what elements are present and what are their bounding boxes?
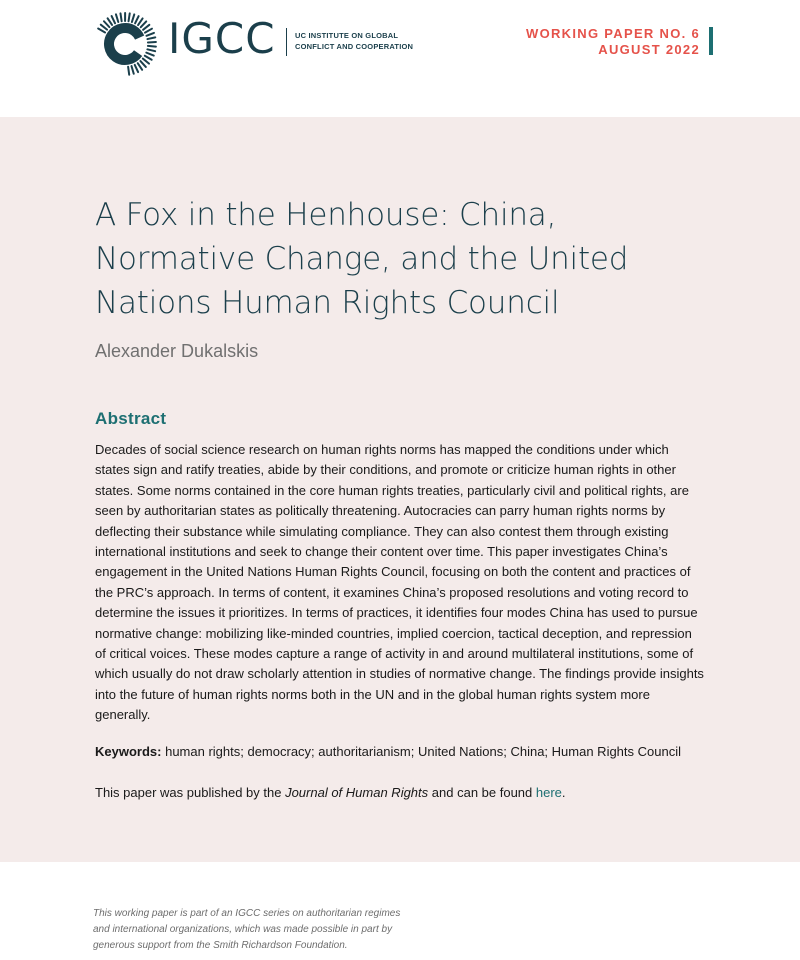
funding-note-line: and international organizations, which was made possible in part by	[93, 924, 393, 935]
logo-ray	[146, 53, 153, 56]
publication-note	[95, 785, 566, 800]
keywords-label: Keywords:	[95, 744, 162, 759]
paper-link[interactable]: here	[535, 785, 562, 800]
logo-ray	[101, 25, 107, 30]
publication-middle: and can be found	[431, 785, 533, 800]
logo-ray	[138, 18, 143, 25]
logo-ray	[131, 66, 133, 74]
title-panel	[0, 117, 800, 862]
logo-ray	[135, 16, 139, 23]
author-name: Alexander Dukalskis	[95, 341, 259, 361]
logo-ray	[147, 49, 155, 51]
funding-note-line: This working paper is part of an IGCC series on authoritarian regimes	[93, 908, 401, 919]
logo-ray	[104, 21, 109, 27]
abstract-heading: Abstract	[95, 409, 167, 428]
funding-note-line: generous support from the Smith Richardson Foundation.	[93, 940, 348, 951]
igcc-logo-icon	[93, 12, 157, 76]
logo-ray	[132, 14, 134, 22]
logo-subtitle	[295, 30, 413, 52]
logo-ray	[143, 25, 149, 30]
logo-ray	[129, 13, 130, 21]
logo-ray	[108, 18, 112, 25]
publication-suffix: .	[561, 785, 566, 800]
logo-ray	[145, 29, 152, 33]
title-line: Normative Change, and the United	[95, 241, 629, 277]
logo-ray	[138, 63, 142, 70]
page-header	[0, 0, 800, 117]
publication-prefix: This paper was published by the	[95, 785, 282, 800]
logo-ray	[148, 42, 156, 43]
logo-ray	[141, 21, 146, 27]
logo-ray	[145, 56, 152, 60]
title-line: Nations Human Rights Council	[95, 285, 560, 321]
logo-wordmark: IGCC	[168, 14, 276, 63]
logo-ray	[148, 46, 156, 47]
logo-divider	[286, 28, 287, 56]
logo-ray	[98, 29, 105, 33]
logo-ray	[112, 16, 115, 23]
paper-title	[95, 193, 715, 325]
working-paper-label	[526, 26, 700, 58]
logo-ray	[146, 33, 153, 36]
logo-ray	[135, 65, 138, 72]
accent-bar	[709, 27, 713, 55]
funding-note	[93, 906, 453, 954]
logo-ray	[120, 13, 121, 21]
logo-ray	[128, 67, 129, 75]
logo-ray	[147, 37, 155, 39]
logo-ray	[116, 14, 118, 22]
logo-ray	[140, 61, 145, 67]
logo-subtitle-line1: UC INSTITUTE ON GLOBAL	[295, 31, 399, 40]
keywords	[95, 744, 735, 759]
logo-ray	[143, 59, 149, 64]
working-paper-date: AUGUST 2022	[598, 42, 700, 57]
title-line: A Fox in the Henhouse: China,	[95, 197, 557, 233]
journal-name: Journal of Human Rights	[285, 785, 429, 800]
keywords-list: human rights; democracy; authoritarianism; United Nations; China; Human Rights Council	[165, 744, 681, 759]
logo-subtitle-line2: CONFLICT AND COOPERATION	[295, 42, 414, 51]
working-paper-number: WORKING PAPER NO. 6	[526, 26, 700, 41]
abstract-text: Decades of social science research on human rights norms has mapped the conditions under which states sign and ratify treaties, abide by their conditions, and promote or criticize human rights in other states. Some norms contained in the core human rights treaties, particularly civil and political rights, are seen by authoritarian states as politically threatening. Autocracies can parry human rights norms by deflecting their substance while simulating compliance. They can also contest them through existing international institutions and seek to change their content over time. This paper investigates China’s engagement in the United Nations Human Rights Council, focusing on both the content and practices of the PRC’s approach. In terms of content, it examines China’s proposed resolutions and voting record to determine the issues it prioritizes. In terms of practices, it identifies four modes China has used to pursue normative change: mobilizing like-minded countries, implied coercion, tactical deception, and repression of critical voices. These modes capture a range of activity in and around multilateral institutions, some of which usually do not draw scholarly attention in studies of normative change. The findings provide insights into the future of human rights norms both in the UN and in the global human rights system more generally.	[95, 442, 704, 723]
